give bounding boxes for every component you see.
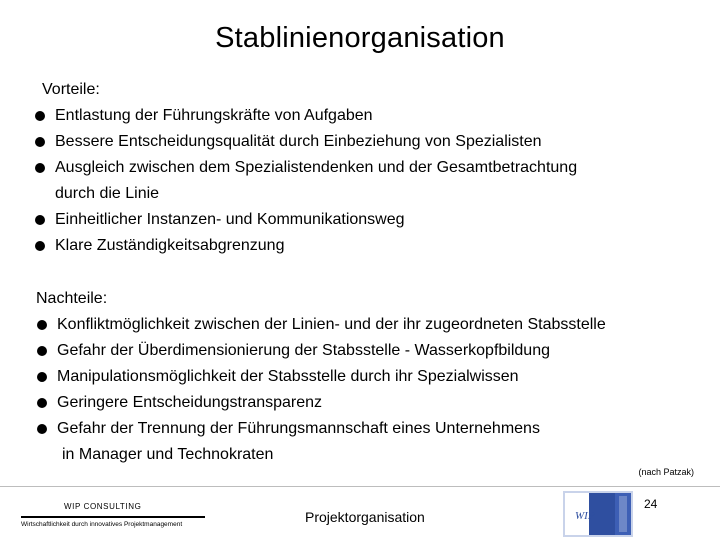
- list-item-continuation: durch die Linie: [55, 185, 160, 202]
- wip-consulting-logo: [563, 488, 639, 540]
- bullet-icon: [37, 372, 47, 382]
- list-item: Ausgleich zwischen dem Spezialistendenken und der Gesamtbetrachtung: [34, 155, 577, 181]
- company-slogan: Wirtschaftlichkeit durch innovatives Projektmanagement: [21, 521, 183, 528]
- logo-text: WIP: [575, 510, 595, 522]
- bullet-icon: [37, 424, 47, 434]
- list-item: Manipulationsmöglichkeit der Stabsstelle durch ihr Spezialwissen: [36, 364, 606, 390]
- slogan-divider: [21, 516, 205, 518]
- list-item: Entlastung der Führungskräfte von Aufgaben: [34, 103, 577, 129]
- list-item: Geringere Entscheidungstransparenz: [36, 390, 606, 416]
- nachteile-section: [36, 286, 606, 468]
- slide-title: Stablinienorganisation: [215, 22, 505, 54]
- bullet-icon: [35, 215, 45, 225]
- bullet-icon: [37, 320, 47, 330]
- list-item: Gefahr der Trennung der Führungsmannschaft eines Unternehmens: [36, 416, 606, 442]
- nachteile-heading: Nachteile:: [36, 290, 108, 307]
- bullet-icon: [37, 398, 47, 408]
- company-name: WIP CONSULTING: [64, 502, 142, 511]
- bullet-icon: [35, 111, 45, 121]
- logo-vertical-letters: [619, 496, 627, 532]
- list-item: Bessere Entscheidungsqualität durch Einbeziehung von Spezialisten: [34, 129, 577, 155]
- list-item: Gefahr der Überdimensionierung der Stabsstelle - Wasserkopfbildung: [36, 338, 606, 364]
- list-item: Klare Zuständigkeitsabgrenzung: [34, 233, 577, 259]
- bullet-icon: [37, 346, 47, 356]
- list-item-continuation: in Manager und Technokraten: [62, 446, 274, 463]
- bullet-icon: [35, 163, 45, 173]
- source-note: (nach Patzak): [638, 467, 694, 477]
- list-item: Einheitlicher Instanzen- und Kommunikationsweg: [34, 207, 577, 233]
- nachteile-list: [36, 312, 606, 468]
- footer-title: Projektorganisation: [305, 509, 425, 525]
- footer-divider: [0, 486, 720, 487]
- vorteile-section: [38, 77, 581, 259]
- vorteile-heading: Vorteile:: [42, 81, 100, 98]
- page-number: 24: [644, 497, 658, 511]
- list-item: Konfliktmöglichkeit zwischen der Linien- und der ihr zugeordneten Stabsstelle: [36, 312, 606, 338]
- vorteile-list: [38, 103, 581, 259]
- bullet-icon: [35, 137, 45, 147]
- bullet-icon: [35, 241, 45, 251]
